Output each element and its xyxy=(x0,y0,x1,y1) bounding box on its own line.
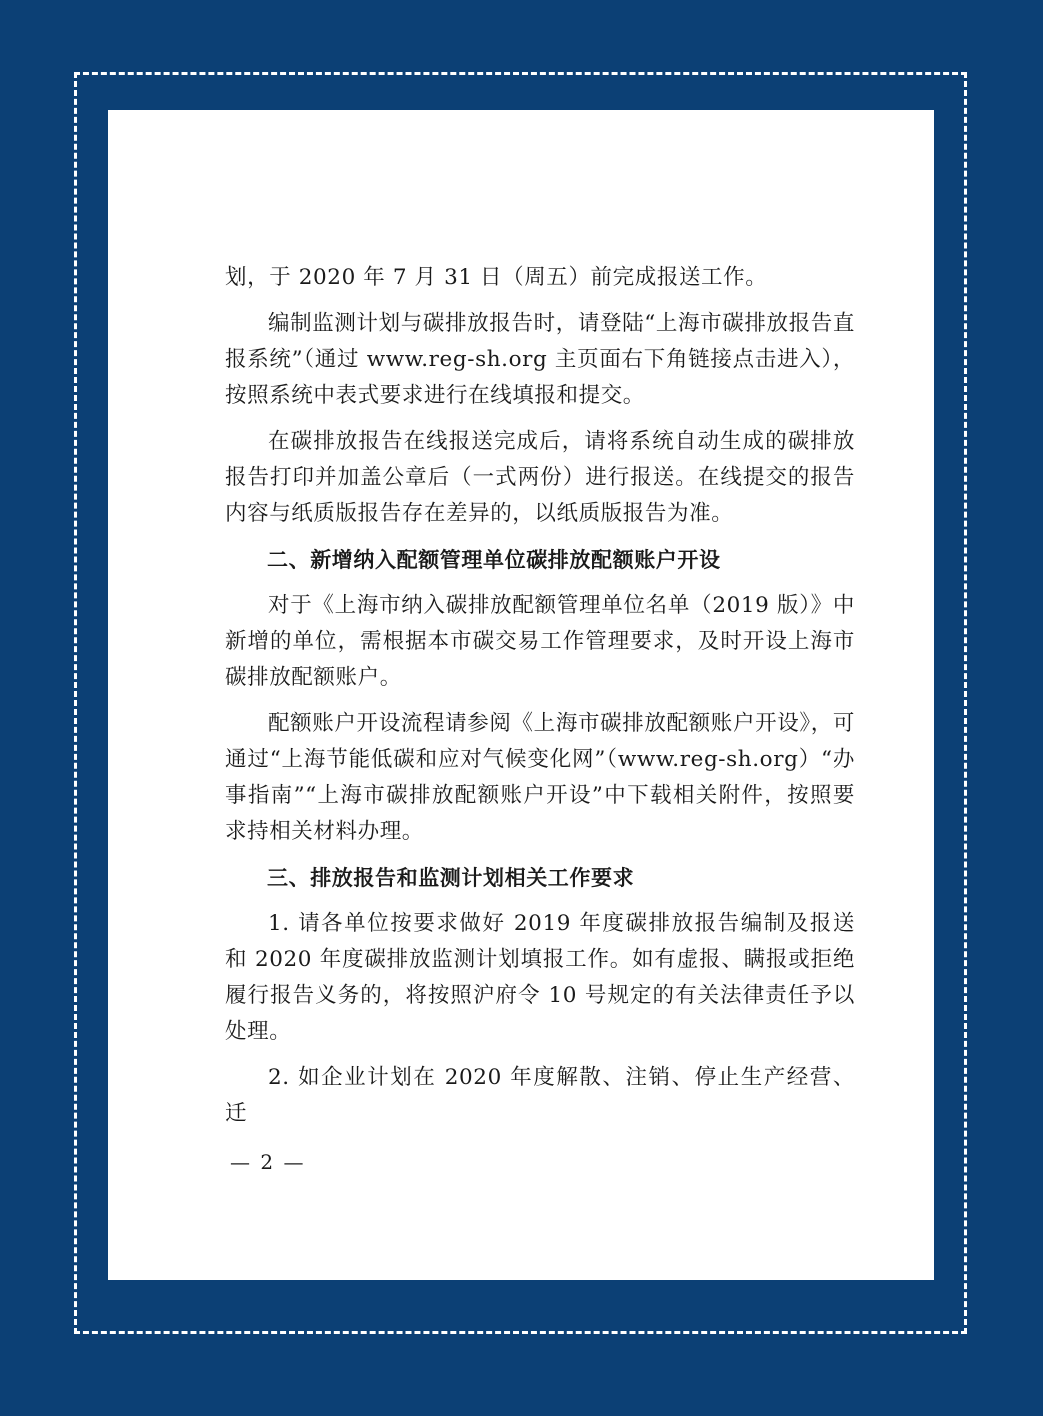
document-body xyxy=(225,260,855,1142)
paragraph-requirement-1: 1. 请各单位按要求做好 2019 年度碳排放报告编制及报送和 2020 年度碳排放监测计划填报工作。如有虚报、瞒报或拒绝履行报告义务的，将按照沪府令 10 号规定的有关法律责任予以处理。 xyxy=(225,911,855,1044)
paragraph-account-process: 配额账户开设流程请参阅《上海市碳排放配额账户开设》，可通过“上海节能低碳和应对气候变化网”（www.reg-sh.org）“办事指南”“上海市碳排放配额账户开设”中下载相关附件，按照要求持相关材料办理。 xyxy=(225,711,855,844)
paragraph-print-submit: 在碳排放报告在线报送完成后，请将系统自动生成的碳排放报告打印并加盖公章后（一式两份）进行报送。在线提交的报告内容与纸质版报告存在差异的，以纸质版报告为准。 xyxy=(225,429,855,526)
paragraph-login-instructions: 编制监测计划与碳排放报告时，请登陆“上海市碳排放报告直报系统”（通过 www.reg-sh.org 主页面右下角链接点击进入），按照系统中表式要求进行在线填报和提交。 xyxy=(225,311,855,408)
paragraph-new-units: 对于《上海市纳入碳排放配额管理单位名单（2019 版）》中新增的单位，需根据本市碳交易工作管理要求，及时开设上海市碳排放配额账户。 xyxy=(225,593,855,690)
paragraph-continuation: 划，于 2020 年 7 月 31 日（周五）前完成报送工作。 xyxy=(225,265,768,290)
page-number: — 2 — xyxy=(230,1150,306,1174)
section-heading-3: 三、排放报告和监测计划相关工作要求 xyxy=(267,866,635,890)
document-page xyxy=(108,110,934,1280)
section-heading-2: 二、新增纳入配额管理单位碳排放配额账户开设 xyxy=(267,548,721,572)
paragraph-requirement-2: 2. 如企业计划在 2020 年度解散、注销、停止生产经营、迁 xyxy=(225,1065,855,1126)
